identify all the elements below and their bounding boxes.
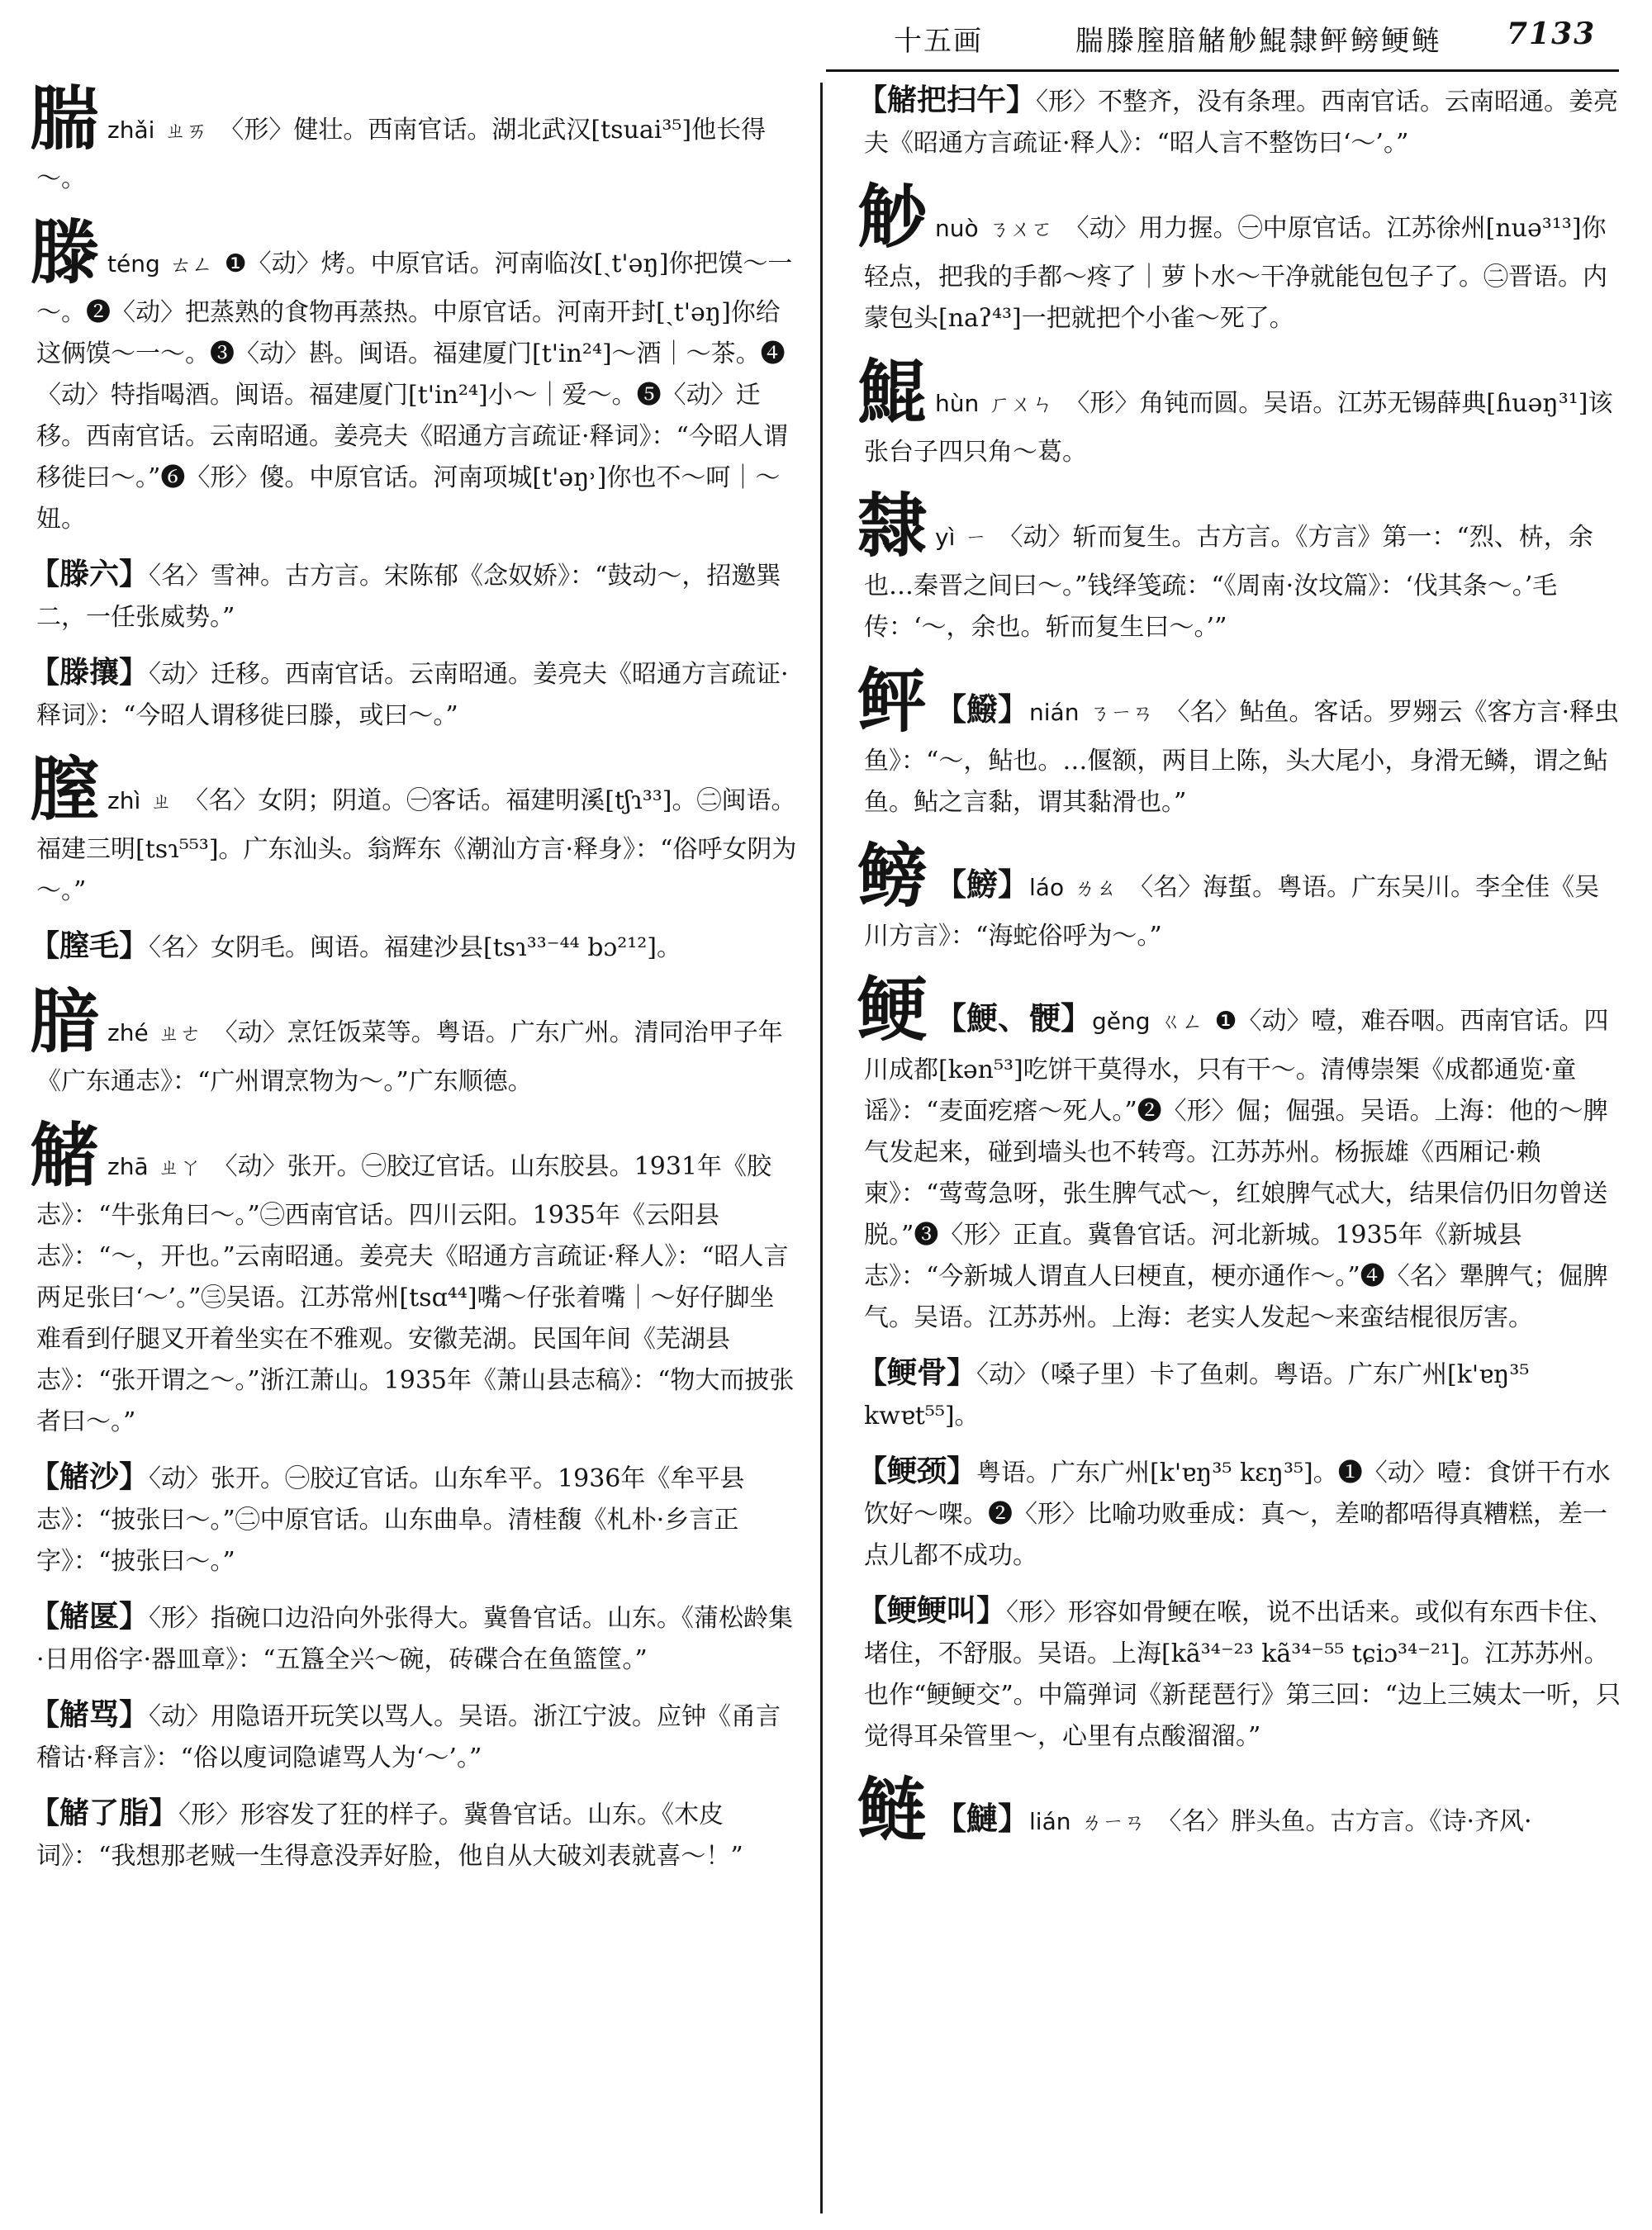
- entry-bopomofo: ㄓㄜ: [158, 1022, 202, 1046]
- entry-headword: 膣: [30, 748, 100, 830]
- entry-variant: 【鰱】: [935, 1800, 1030, 1837]
- dictionary-entry: [857, 178, 1621, 339]
- right-column: [857, 79, 1621, 1863]
- dictionary-entry: [857, 486, 1621, 648]
- compound-entry: [30, 652, 798, 737]
- dictionary-entry: [857, 662, 1621, 823]
- header-characters: 腨滕膣腤觰觘鯤隸鲆鳑鲠鲢: [1075, 25, 1442, 58]
- header-rule: [826, 69, 1619, 72]
- compound-headword: 【觰把扫午】: [857, 83, 1037, 117]
- column-divider: [820, 83, 823, 2213]
- entry-definition: 〈名〉雪神。古方言。宋陈郁《念奴娇》：“鼓动～，招邀巽二，一任张威势。”: [36, 562, 781, 632]
- entry-bopomofo: ㄊㄥ: [169, 253, 213, 278]
- entry-headword: 鲢: [857, 1769, 928, 1851]
- dictionary-entry: [857, 1771, 1621, 1850]
- compound-headword: 【膣毛】: [30, 928, 150, 963]
- entry-pinyin: gěng: [1092, 1008, 1151, 1035]
- entry-pinyin: lián: [1029, 1808, 1071, 1835]
- entry-pinyin: zhé: [107, 1019, 149, 1046]
- entry-headword: 觘: [857, 176, 928, 258]
- compound-headword: 【鲠骨】: [857, 1355, 977, 1390]
- compound-entry: [857, 1352, 1621, 1437]
- dictionary-entry: [30, 982, 798, 1103]
- compound-entry: [857, 79, 1621, 164]
- entry-definition: 〈动〉用隐语开玩笑以骂人。吴语。浙江宁波。应钟《甬言稽诂·释言》：“俗以廋词隐谑骂人为‘～’。”: [36, 1702, 781, 1772]
- entry-definition: 〈名〉海蜇。粤语。广东吴川。李全佳《吴川方言》：“海蛇俗呼为～。”: [864, 873, 1600, 951]
- entry-definition: 〈动〉迁移。西南官话。云南昭通。姜亮夫《昭通方言疏证·释词》：“今昭人谓移徙曰滕，或曰～。”: [36, 660, 789, 730]
- entry-pinyin: yì: [935, 524, 956, 551]
- entry-definition: 〈形〉指碗口边沿向外张得大。冀鲁官话。山东。《蒲松龄集·日用俗字·器皿章》：“五簋全兴～碗，砖碟合在鱼篮筐。”: [36, 1604, 794, 1674]
- compound-entry: [30, 1792, 798, 1877]
- entry-definition: 〈动〉烹饪饭菜等。粤语。广东广州。清同治甲子年《广东通志》：“广州谓烹物为～。”广东顺德。: [36, 1018, 783, 1096]
- compound-entry: [30, 1596, 798, 1681]
- compound-entry: [30, 925, 798, 969]
- compound-entry: [30, 1694, 798, 1779]
- entry-pinyin: zhǎi: [107, 116, 155, 144]
- entry-definition: 〈形〉不整齐，没有条理。西南官话。云南昭通。姜亮夫《昭通方言疏证·释人》：“昭人言不整饬曰‘～’。”: [864, 88, 1619, 158]
- entry-headword: 鯤: [857, 351, 928, 433]
- entry-definition: 〈名〉胖头鱼。古方言。《诗·齐风·: [1156, 1807, 1532, 1836]
- entry-definition: 〈形〉形容如骨鲠在喉，说不出话来。或似有东西卡住、堵住，不舒服。吴语。上海[kã³⁴⁻²³ kã³⁴⁻⁵⁵ tɕiɔ³⁴⁻²¹]。江苏苏州。也作“鲠鲠交”。中篇弹词《新琵琶行》第三回：“边上三姨太一听，只觉得耳朵管里～，心里有点酸溜溜。”: [864, 1598, 1621, 1751]
- entry-pinyin: zhā: [107, 1153, 149, 1180]
- entry-bopomofo: ㄌㄠ: [1074, 876, 1118, 901]
- entry-bopomofo: ㄓㄞ: [164, 119, 208, 144]
- compound-entry: [30, 553, 798, 638]
- dictionary-entry: [30, 213, 798, 540]
- entry-bopomofo: ㄓ: [150, 790, 173, 814]
- entry-definition: 〈名〉女阴；阴道。㊀客话。福建明溪[tʃɿ³³]。㊁闽语。福建三明[tsɿ⁵⁵³]。广东汕头。翁辉东《潮汕方言·释身》：“俗呼女阴为～。”: [36, 786, 797, 905]
- entry-definition: 〈动〉张开。㊀胶辽官话。山东牟平。1936年《牟平县志》：“披张曰～。”㊁中原官话。山东曲阜。清桂馥《札朴·乡言正字》：“披张曰～。”: [36, 1464, 745, 1576]
- compound-entry: [857, 1450, 1621, 1577]
- entry-definition: 〈名〉女阴毛。闽语。福建沙县[tsɿ³³⁻⁴⁴ bɔ²¹²]。: [149, 933, 682, 962]
- compound-headword: 【觰沙】: [30, 1459, 150, 1494]
- entry-bopomofo: ㄌㄧㄢ: [1080, 1810, 1146, 1835]
- entry-pinyin: téng: [107, 250, 160, 278]
- entry-pinyin: nián: [1029, 699, 1080, 726]
- compound-headword: 【鲠鲠叫】: [857, 1593, 1007, 1628]
- entry-bopomofo: ㄧ: [965, 526, 987, 551]
- entry-bopomofo: ㄏㄨㄣ: [989, 392, 1054, 417]
- entry-variant: 【鯁、骾】: [935, 999, 1093, 1037]
- entry-definition: 〈名〉鲇鱼。客话。罗翙云《客方言·释虫鱼》：“～，鲇也。…偃额，两目上陈，头大尾小，身滑无鳞，谓之鲇鱼。鲇之言黏，谓其黏滑也。”: [864, 698, 1620, 817]
- compound-headword: 【滕六】: [30, 557, 150, 591]
- left-column: [30, 79, 798, 1891]
- entry-headword: 觰: [30, 1114, 100, 1196]
- entry-definition: 〈形〉健壮。西南官话。湖北武汉[tsuai³⁵]他长得～。: [36, 116, 767, 193]
- entry-headword: 滕: [30, 211, 100, 293]
- page-number: 7133: [1507, 17, 1597, 51]
- entry-definition: 〈动〉（嗓子里）卡了鱼刺。粤语。广东广州[k'ɐŋ³⁵ kwɐt⁵⁵]。: [864, 1360, 1530, 1431]
- dictionary-entry: [30, 79, 798, 200]
- entry-definition: 〈形〉形容发了狂的样子。冀鲁官话。山东。《木皮词》：“我想那老贼一生得意没弄好脸，他自从大破刘表就喜～！”: [36, 1801, 743, 1871]
- entry-headword: 腨: [30, 78, 100, 159]
- dictionary-entry: [857, 970, 1621, 1339]
- entry-pinyin: zhì: [107, 787, 141, 814]
- entry-bopomofo: ㄍㄥ: [1160, 1010, 1203, 1035]
- entry-definition: 〈形〉角钝而圆。吴语。江苏无锡薛典[ɦuəŋ³¹]该张台子四只角～葛。: [864, 389, 1613, 467]
- entry-bopomofo: ㄓㄚ: [158, 1155, 202, 1180]
- entry-definition: 粤语。广东广州[k'ɐŋ³⁵ kɛŋ³⁵]。❶〈动〉噎：食饼干冇水饮好～㗎。❷〈形〉比喻功败垂成：真～，差啲都唔得真糟糕，差一点儿都不成功。: [864, 1459, 1611, 1570]
- entry-definition: 〈动〉用力握。㊀中原官话。江苏徐州[nuə³¹³]你轻点，把我的手都～疼了｜萝卜水～干净就能包包子了。㊁晋语。内蒙包头[naʔ⁴³]一把就把个小雀～死了。: [864, 214, 1607, 333]
- entry-variant: 【鰟】: [935, 866, 1030, 903]
- entry-definition: 〈动〉斩而复生。古方言。《方言》第一：“烈、枿，余也…秦晋之间曰～。”钱绎笺疏：“《周南·汝坟篇》：‘伐其条～。’毛传：‘～，余也。斩而复生曰～。’”: [864, 523, 1593, 642]
- entry-headword: 隸: [857, 485, 928, 567]
- page-header: [0, 0, 1652, 79]
- entry-definition: ❶〈动〉噎，难吞咽。西南官话。四川成都[kən⁵³]吃饼干莫得水，只有干～。清傅崇榘《成都通览·童谣》：“麦面疙瘩～死人。”❷〈形〉倔；倔强。吴语。上海：他的～脾气发起来，碰到墙头也不转弯。江苏苏州。杨振雄《西厢记·赖柬》：“莺莺急呀，张生脾气忒～，红娘脾气忒大，结果信仍旧勿曾送脱。”❸〈形〉正直。冀鲁官话。河北新城。1935年《新城县志》：“今新城人谓直人曰梗直，梗亦通作～。”❹〈名〉犟脾气；倔脾气。吴语。江苏苏州。上海：老实人发起～来蛮结棍很厉害。: [864, 1007, 1609, 1332]
- entry-headword: 鳑: [857, 835, 928, 917]
- dictionary-entry: [30, 750, 798, 912]
- entry-headword: 腤: [30, 980, 100, 1062]
- entry-pinyin: nuò: [935, 215, 979, 242]
- section-label: 十五画: [894, 25, 983, 58]
- compound-headword: 【觰了脂】: [30, 1796, 179, 1830]
- entry-definition: ❶〈动〉烤。中原官话。河南临汝[ˏt'əŋ]你把馍～一～。❷〈动〉把蒸熟的食物再蒸热。中原官话。河南开封[ˏt'əŋ]你给这俩馍～一～。❸〈动〉斟。闽语。福建厦门[t'in²⁴]～酒｜～茶。❹〈动〉特指喝酒。闽语。福建厦门[t'in²⁴]小～｜爱～。❺〈动〉迁移。西南官话。云南昭通。姜亮夫《昭通方言疏证·释词》：“今昭人谓移徙曰～。”❻〈形〉傻。中原官话。河南项城[t'əŋ˒]你也不～呵｜～妞。: [36, 249, 793, 534]
- entry-headword: 鲠: [857, 969, 928, 1051]
- entry-headword: 鲆: [857, 660, 928, 742]
- compound-headword: 【觰匽】: [30, 1599, 150, 1634]
- compound-headword: 【觰骂】: [30, 1697, 150, 1732]
- entry-bopomofo: ㄋㄧㄢ: [1089, 701, 1154, 726]
- compound-entry: [30, 1456, 798, 1582]
- entry-variant: 【鱍】: [935, 690, 1030, 728]
- entry-pinyin: hùn: [935, 390, 980, 417]
- compound-headword: 【鲠颈】: [857, 1454, 977, 1488]
- compound-entry: [857, 1590, 1621, 1758]
- dictionary-entry: [30, 1116, 798, 1443]
- entry-pinyin: láo: [1029, 874, 1065, 901]
- dictionary-entry: [857, 837, 1621, 957]
- entry-bopomofo: ㄋㄨㄛ: [988, 217, 1053, 242]
- dictionary-entry: [857, 353, 1621, 473]
- compound-headword: 【滕攘】: [30, 655, 150, 690]
- entry-definition: 〈动〉张开。㊀胶辽官话。山东胶县。1931年《胶志》：“牛张角曰～。”㊁西南官话。四川云阳。1935年《云阳县志》：“～，开也。”云南昭通。姜亮夫《昭通方言疏证·释人》：“昭人言两足张曰‘～’。”㊂吴语。江苏常州[tsɑ⁴⁴]嘴～仔张着嘴｜～好仔脚坐难看到仔腿叉开着坐实在不雅观。安徽芜湖。民国年间《芜湖县志》：“张开谓之～。”浙江萧山。1935年《萧山县志稿》：“物大而披张者曰～。”: [36, 1152, 795, 1436]
